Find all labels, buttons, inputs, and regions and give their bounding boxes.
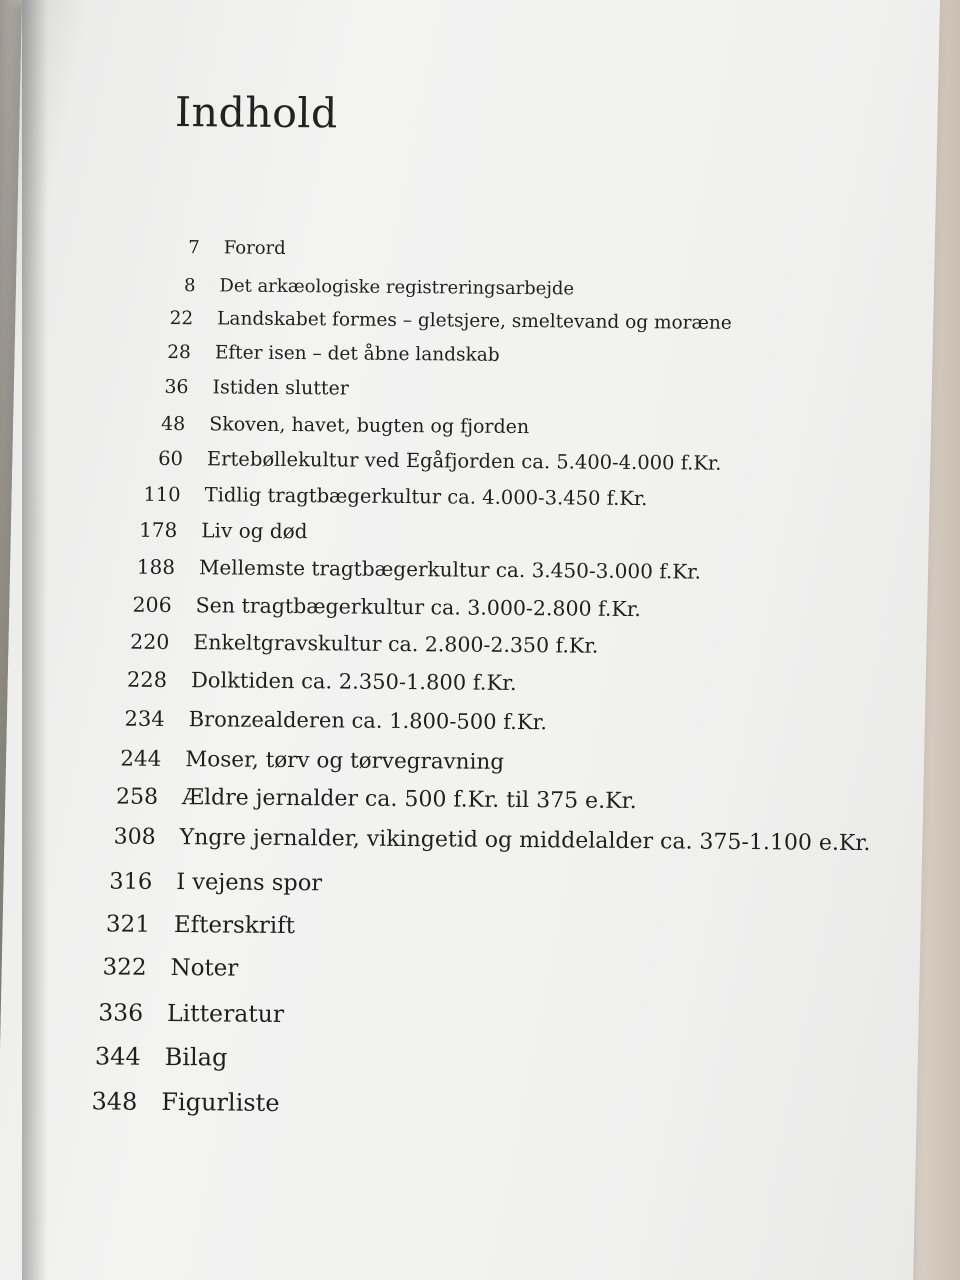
toc-page-number: 244 (120, 746, 162, 772)
toc-page-number: 336 (98, 997, 144, 1027)
toc-page-number: 28 (167, 341, 191, 363)
toc-entry (117, 668, 517, 695)
toc-entry (133, 446, 722, 474)
toc-page-number: 344 (94, 1042, 141, 1071)
toc-chapter-title: Enkeltgravskultur ca. 2.800-2.350 f.Kr. (193, 629, 599, 658)
toc-chapter-title: Bilag (164, 1042, 228, 1072)
toc-entry (102, 868, 322, 896)
toc-chapter-title: Liv og død (201, 518, 308, 544)
toc-page-number: 228 (126, 667, 168, 692)
toc-chapter-title: Landskabet formes – gletsjere, smeltevand og moræne (217, 307, 732, 334)
toc-entry (96, 954, 238, 981)
toc-chapter-title: Efter isen – det åbne landskab (214, 341, 500, 366)
toc-chapter-title: Istiden slutter (212, 376, 349, 400)
toc-chapter-title: Skoven, havet, bugten og fjorden (209, 413, 530, 439)
toc-entry (91, 1042, 228, 1071)
toc-chapter-title: Forord (223, 237, 286, 259)
toc-chapter-title: Noter (170, 954, 239, 982)
toc-page-number: 48 (160, 412, 186, 436)
toc-page-number: 258 (115, 784, 159, 810)
toc-page-number: 22 (169, 307, 194, 329)
toc-entry (131, 482, 648, 510)
toc-entry (145, 275, 574, 300)
toc-entry (108, 784, 637, 814)
toc-page-number: 348 (91, 1087, 138, 1116)
toc-chapter-title: Litteratur (167, 998, 285, 1028)
toc-chapter-title: Figurliste (161, 1087, 280, 1117)
toc-entry (141, 341, 500, 365)
page-title: Indhold (174, 88, 338, 138)
toc-entry (135, 413, 529, 438)
toc-chapter-title: Moser, tørv og tørvegravning (185, 746, 505, 775)
toc-chapter-title: Sen tragtbægerkultur ca. 3.000-2.800 f.Kr. (195, 592, 641, 621)
toc-entry (119, 629, 598, 657)
toc-entry (100, 911, 295, 939)
toc-page-number: 178 (139, 517, 178, 543)
toc-page-number: 206 (132, 592, 172, 617)
toc-page-number: 36 (164, 375, 189, 399)
toc-chapter-title: Ertebøllekultur ved Egåfjorden ca. 5.400-4.000 f.Kr. (206, 446, 722, 475)
toc-entry (127, 518, 307, 544)
toc-entry (87, 1087, 279, 1117)
toc-page-number: 110 (143, 482, 181, 506)
toc-entry (111, 746, 504, 774)
toc-page-number: 60 (158, 446, 184, 470)
toc-chapter-title: Dolktiden ca. 2.350-1.800 f.Kr. (190, 668, 517, 696)
toc-entry (143, 307, 732, 333)
toc-page-number: 316 (109, 867, 153, 895)
toc-page-number: 188 (136, 554, 176, 580)
toc-chapter-title: Efterskrift (173, 912, 295, 940)
toc-chapter-title: I vejens spor (176, 868, 323, 896)
toc-page-number: 321 (105, 911, 151, 938)
toc-chapter-title: Ældre jernalder ca. 500 f.Kr. til 375 e.Kr. (181, 785, 637, 815)
toc-page-number: 8 (183, 275, 196, 297)
toc-page-number: 220 (130, 629, 170, 654)
toc-entry (138, 376, 348, 400)
toc-page-number: 308 (113, 824, 156, 850)
toc-chapter-title: Det arkæologiske registreringsarbejde (219, 275, 575, 300)
toc-entry (125, 555, 701, 584)
toc-entry (106, 824, 871, 856)
toc-entry (115, 706, 548, 734)
toc-page-number: 7 (188, 237, 200, 259)
toc-chapter-title: Yngre jernalder, vikingetid og middelalder ca. 375-1.100 e.Kr. (179, 825, 871, 857)
toc-page-number: 322 (102, 954, 147, 981)
toc-chapter-title: Tidlig tragtbægerkultur ca. 4.000-3.450 f.Kr. (204, 482, 648, 510)
toc-page-number: 234 (124, 706, 165, 731)
toc-entry (93, 998, 284, 1028)
toc-chapter-title: Mellemste tragtbægerkultur ca. 3.450-3.000 f.Kr. (198, 555, 702, 584)
toc-chapter-title: Bronzealderen ca. 1.800-500 f.Kr. (188, 707, 548, 735)
toc-entry (122, 592, 641, 621)
toc-entry (150, 237, 286, 259)
